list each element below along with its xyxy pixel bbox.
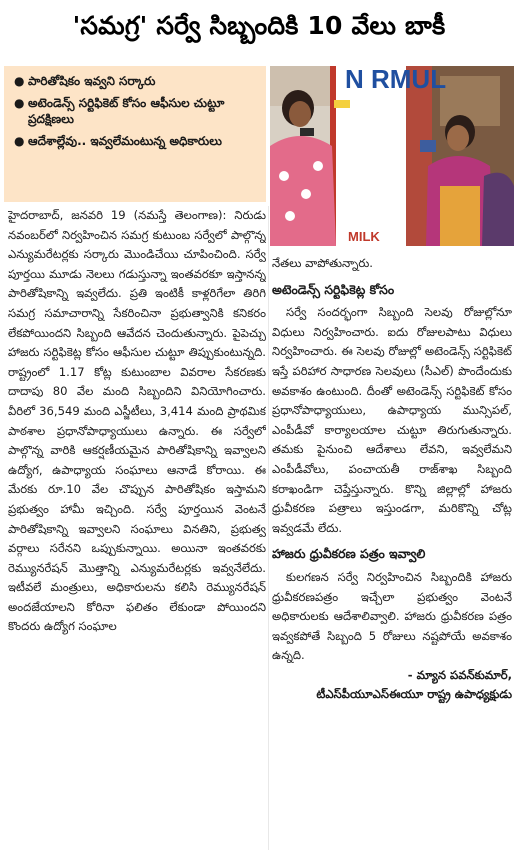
bullet-icon: ●: [14, 96, 25, 110]
author-title: టీఎస్‌పీయూఎస్‌ఈయూ రాష్ట్ర ఉపాధ్యక్షుడు: [316, 687, 512, 702]
bullet-icon: ●: [14, 74, 25, 88]
bullet-icon: ●: [14, 134, 25, 148]
banner-letter: N RMUL: [345, 66, 447, 94]
section-subhead: అటెండెన్స్ సర్టిఫికెట్ల కోసం: [272, 281, 395, 297]
banner-small-text: MILK: [348, 229, 380, 244]
highlights-box: [4, 66, 266, 202]
highlight-text: పారితోషికం ఇవ్వని సర్కారు: [28, 74, 156, 88]
highlight-item: [14, 95, 260, 127]
left-column: [8, 206, 266, 850]
photo-illustration: [270, 66, 514, 246]
continuation-text: నేతలు వాపోతున్నారు.: [272, 256, 373, 270]
author-name: - మ్యాన పవన్‌కుమార్,: [407, 667, 512, 682]
highlight-text: అటెండెన్స్ సర్టిఫికెట్ కోసం ఆఫీసుల చుట్టూ ప్రదక్షిణలు: [28, 96, 225, 126]
highlight-item: [14, 73, 260, 89]
right-column: [272, 254, 512, 850]
column-divider: [268, 206, 269, 850]
article-body: హైదరాబాద్, జనవరి 19 (నమస్తే తెలంగాణ): నిరుడు నవంబర్‌లో నిర్వహించిన సమగ్ర కుటుంబ సర్వేలో పాల్గొన్న ఎన్యుమరేటర్లకు సర్కారు మొండిచేయి చూపించింది. సర్వే పూర్తయి మూడు నెలలు గడుస్తున్నా ఇంతవరకూ ఇస్తానన్న పారితోషికాన్ని ఇవ్వలేదు. ప్రతి ఇంటికీ కాళ్లరిగేలా తిరిగి సమగ్ర సమాచారాన్ని సేకరించినా ప్రభుత్వానికి కనికరం లేకపోయిందని సిబ్బంది ఆవేదన చెందుతున్నారు. పైపెచ్చు హాజరు సర్టిఫికెట్ల కోసం ఆఫీసుల చుట్టూ తిప్పుకుంటున్నది. రాష్ట్రంలో 1.17 కోట్ల కుటుంబాల వివరాల సేకరణకు దాదాపు 80 వేల మంది సిబ్బందిని వినియోగించారు. వీరిలో 36,549 మంది ఎస్జీటీలు, 3,414 మంది ప్రాథమిక పాఠశాల ప్రధానోపాధ్యాయులు ఉన్నారు. ఈ సర్వేలో పాల్గొన్న వారికి ఆకర్షణీయమైన పారితోషికాన్ని ఇవ్వాలని ఉద్యోగ, ఉపాధ్యాయ సంఘాలు ఆనాడే కోరాయి. ఈ మేరకు రూ.10 వేల చొప్పున పారితోషికం ఇస్తామని ప్రభుత్వం హామీ ఇచ్చింది. సర్వే పూర్తయిన వెంటనే పారితోషికాన్ని ఇవ్వాలని సంఘాలు వినతిని, ప్రభుత్వ వర్గాలు సరేనని ఒప్పుకున్నాయి. అయినా ఇంతవరకు రెమ్యునరేషన్ మొత్తాన్ని ఎన్యుమరేటర్లకు ఇవ్వనేలేదు. ఇటీవలే మంత్రులు, అధికారులను కలిసి రెమ్యునరేషన్ అందజేయాలని కోరినా ఫలితం లేకుండా పోయిందని కొందరు ఉద్యోగ సంఘాల: [8, 208, 266, 634]
section-subhead: హాజరు ధ్రువీకరణ పత్రం ఇవ్వాలి: [272, 546, 426, 562]
news-photo: [270, 66, 514, 246]
article-paragraph: సర్వే సందర్భంగా సిబ్బంది సెలవు రోజుల్లోనూ విధులు నిర్వహించారు. ఐదు రోజులపాటు విధులు నిర్వహించారు. ఈ సెలవు రోజుల్లో అటెండెన్స్ సర్టిఫికెట్ ఇస్తే పరిహార సాధారణ సెలవులు (సీఎల్) పొందేందుకు అవకాశం ఉంటుంది. దీంతో అటెండెన్స్ సర్టిఫికెట్ కోసం ప్రధానోపాధ్యాయులు, ఉపాధ్యాయ మున్సిపల్, ఎంపీడీవో కార్యాలయాల చుట్టూ తిరుగుతున్నారు. తమకు పైనుంచి ఆదేశాలు లేవని, ఇవ్వలేమని ఎంపీడీవోలు, పంచాయతీ రాజ్‌శాఖ సిబ్బంది కరాఖండిగా చెప్తేస్తున్నారు. కొన్ని జిల్లాల్లో హాజరు ధ్రువీకరణ పత్రాలు ఇస్తుండగా, మరికొన్ని చోట్ల ఇవ్వడమే లేదు.: [272, 305, 512, 535]
headline: 'సమగ్ర' సర్వే సిబ్బందికి 10 వేలు బాకీ: [72, 11, 446, 40]
highlight-text: ఆదేశాల్లేవు.. ఇవ్వలేమంటున్న అధికారులు: [28, 134, 222, 148]
highlight-item: [14, 133, 260, 149]
article-paragraph: కులగణన సర్వే నిర్వహించిన సిబ్బందికి హాజరు ధ్రువీకరణపత్రం ఇచ్చేలా ప్రభుత్వం వెంటనే అధికారులకు ఆదేశాలివ్వాలి. హాజరు ధ్రువీకరణ పత్రం ఇవ్వకపోతే సిబ్బంది 5 రోజులు నష్టపోయే అవకాశం ఉన్నది.: [272, 569, 512, 663]
